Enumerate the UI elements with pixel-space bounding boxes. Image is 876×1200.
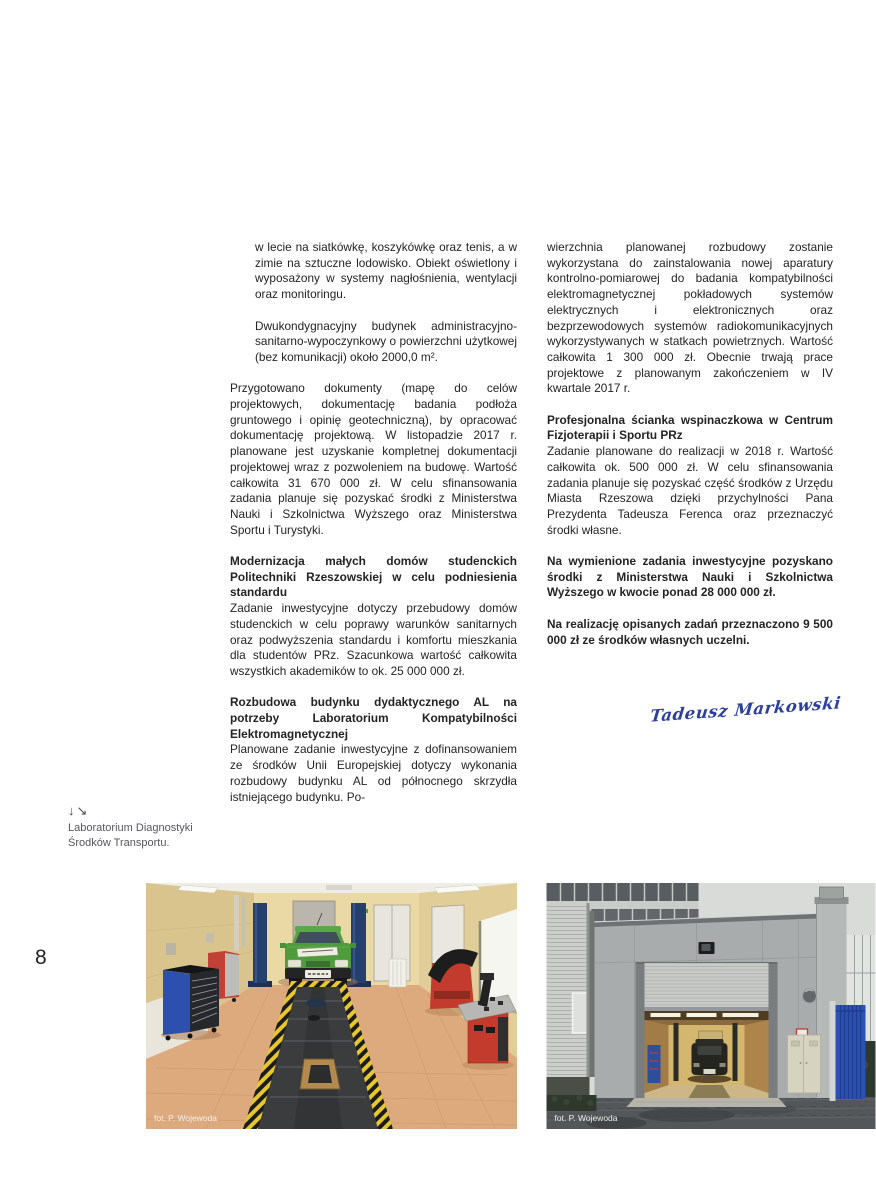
photo-margin-note xyxy=(68,803,210,851)
siding-building xyxy=(547,903,595,1077)
paragraph-emc-lab: wierzchnia planowanej rozbudowy zostanie wykorzystana do zainstalowania nowej aparatury kontrolno-pomiarowej do badania kompatybilności elektromagnetycznej pokładowych systemów elektrycznych i elektronicznych oraz bezprzewodowych systemów radiokomunikacyjnych wykorzystywanych w statkach powietrznych. Wartość całkowita 1 300 000 zł. Obecnie trwają prace projektowe z planowanym zakończeniem w IV kwartale 2017 r. xyxy=(547,240,833,396)
apron xyxy=(627,1098,787,1107)
signature-handwritten xyxy=(649,693,860,760)
door-frame xyxy=(636,963,645,1098)
utility-cabinets xyxy=(788,1035,821,1093)
ceiling-light xyxy=(687,1013,717,1017)
paragraph-climbing-wall: Zadanie planowane do realizacji w 2018 r. Wartość całkowita ok. 500 000 zł. W celu sfinansowania zadania planuje się pozyskać część środków z Urzędu Miasta Rzeszowa dzięki przychylności Pana Prezydenta Tadeusza Ferenca oraz przeznaczyć środki własne. xyxy=(547,444,833,537)
paragraph-documents: Przygotowano dokumenty (mapę do celów projektowych, dokumentację badania podłoża gruntowego i opinię geotechniczną), by opracować dokumentację projektową. W listopadzie 2017 r. planowane jest uzyskanie kompletnej dokumentacji projektowej wraz z pozwoleniem na budowę. Wartość całkowita 31 670 000 zł. W celu sfinansowania zadania planuje się pozyskać środki z Ministerstwa Nauki i Szkolnictwa Wyższego oraz Ministerstwa Sportu i Turystyki. xyxy=(230,381,517,537)
tool-cabinet xyxy=(648,1045,661,1083)
door-frame xyxy=(769,963,778,1098)
photo-lab-building-exterior xyxy=(546,883,876,1129)
garage-door xyxy=(645,963,769,1011)
lab-interior-illustration xyxy=(146,883,517,1129)
lift-post xyxy=(674,1023,679,1081)
page-number: 8 xyxy=(35,946,47,969)
hazard-stripe xyxy=(289,981,347,987)
convex-mirror xyxy=(803,989,817,1003)
paragraph-al-extension: Planowane zadanie inwestycyjne z dofinansowaniem ze środków Unii Europejskiej dotyczy wykonania rozbudowy budynku AL od północnego skrzydła istniejącego budynku. Po- xyxy=(230,742,517,804)
windshield xyxy=(295,932,341,943)
photo-credit: fot. P. Wojewoda xyxy=(554,1113,618,1123)
margin-photo-caption: Laboratorium Diagnostyki Środków Transportu. xyxy=(68,822,193,849)
ceiling-light xyxy=(723,1013,759,1017)
paragraph-sports-facility: w lecie na siatkówkę, koszykówkę oraz tenis, a w zimie na sztuczne lodowisko. Obiekt oświetlony i wyposażony w systemy nagłośnienia, wentylacji oraz monitoringu. xyxy=(255,240,517,302)
dark-car xyxy=(692,1039,728,1075)
text-column-left xyxy=(230,240,517,821)
blue-gate xyxy=(830,1001,866,1101)
building-exterior-illustration xyxy=(546,883,876,1129)
section-heading-rozbudowa: Rozbudowa budynku dydaktycznego AL na potrzeby Laboratorium Kompatybilności Elektromagnetycznej xyxy=(230,695,517,741)
paragraph-funding-ministry: Na wymienione zadania inwestycyjne pozyskano środki z Ministerstwa Nauki i Szkolnictwa Wyższego w kwocie ponad 28 000 000 zł. xyxy=(547,554,833,600)
signature-name: Tadeusz Markowski xyxy=(649,693,843,726)
section-heading-modernizacja: Modernizacja małych domów studenckich Politechniki Rzeszowskiej w celu podniesienia standardu xyxy=(230,554,517,600)
paragraph-building-description: Dwukondygnacyjny budynek administracyjno-sanitarno-wypoczynkowy o powierzchni użytkowej (bez komunikacji) około 2000,0 m². xyxy=(255,318,517,364)
window xyxy=(573,993,589,1033)
text-column-right xyxy=(547,240,833,664)
photo-credit: fot. P. Wojewoda xyxy=(154,1113,218,1123)
garage-interior xyxy=(645,1011,769,1098)
ceiling-light xyxy=(651,1013,681,1017)
down-downright-arrows-icon: ↓↘ xyxy=(68,803,90,818)
paragraph-dorm-renovation: Zadanie inwestycyjne dotyczy przebudowy domów studenckich w celu poprawy warunków sanitarnych oraz podwyższenia standardu i komfortu mieszkania dla studentów PRz. Szacunkowa wartość całkowita wszystkich akademików to ok. 25 000 000 zł. xyxy=(230,601,517,678)
paragraph-funding-own: Na realizację opisanych zadań przeznaczono 9 500 000 zł ze środków własnych uczelni. xyxy=(547,616,833,647)
section-heading-scianka: Profesjonalna ścianka wspinaczkowa w Centrum Fizjoterapii i Sportu PRz xyxy=(547,412,833,443)
photo-diagnostic-lab-interior xyxy=(146,883,517,1129)
blue-tool-cabinet xyxy=(161,965,221,1041)
hedge-left xyxy=(547,1095,597,1111)
lift-post xyxy=(733,1023,738,1081)
